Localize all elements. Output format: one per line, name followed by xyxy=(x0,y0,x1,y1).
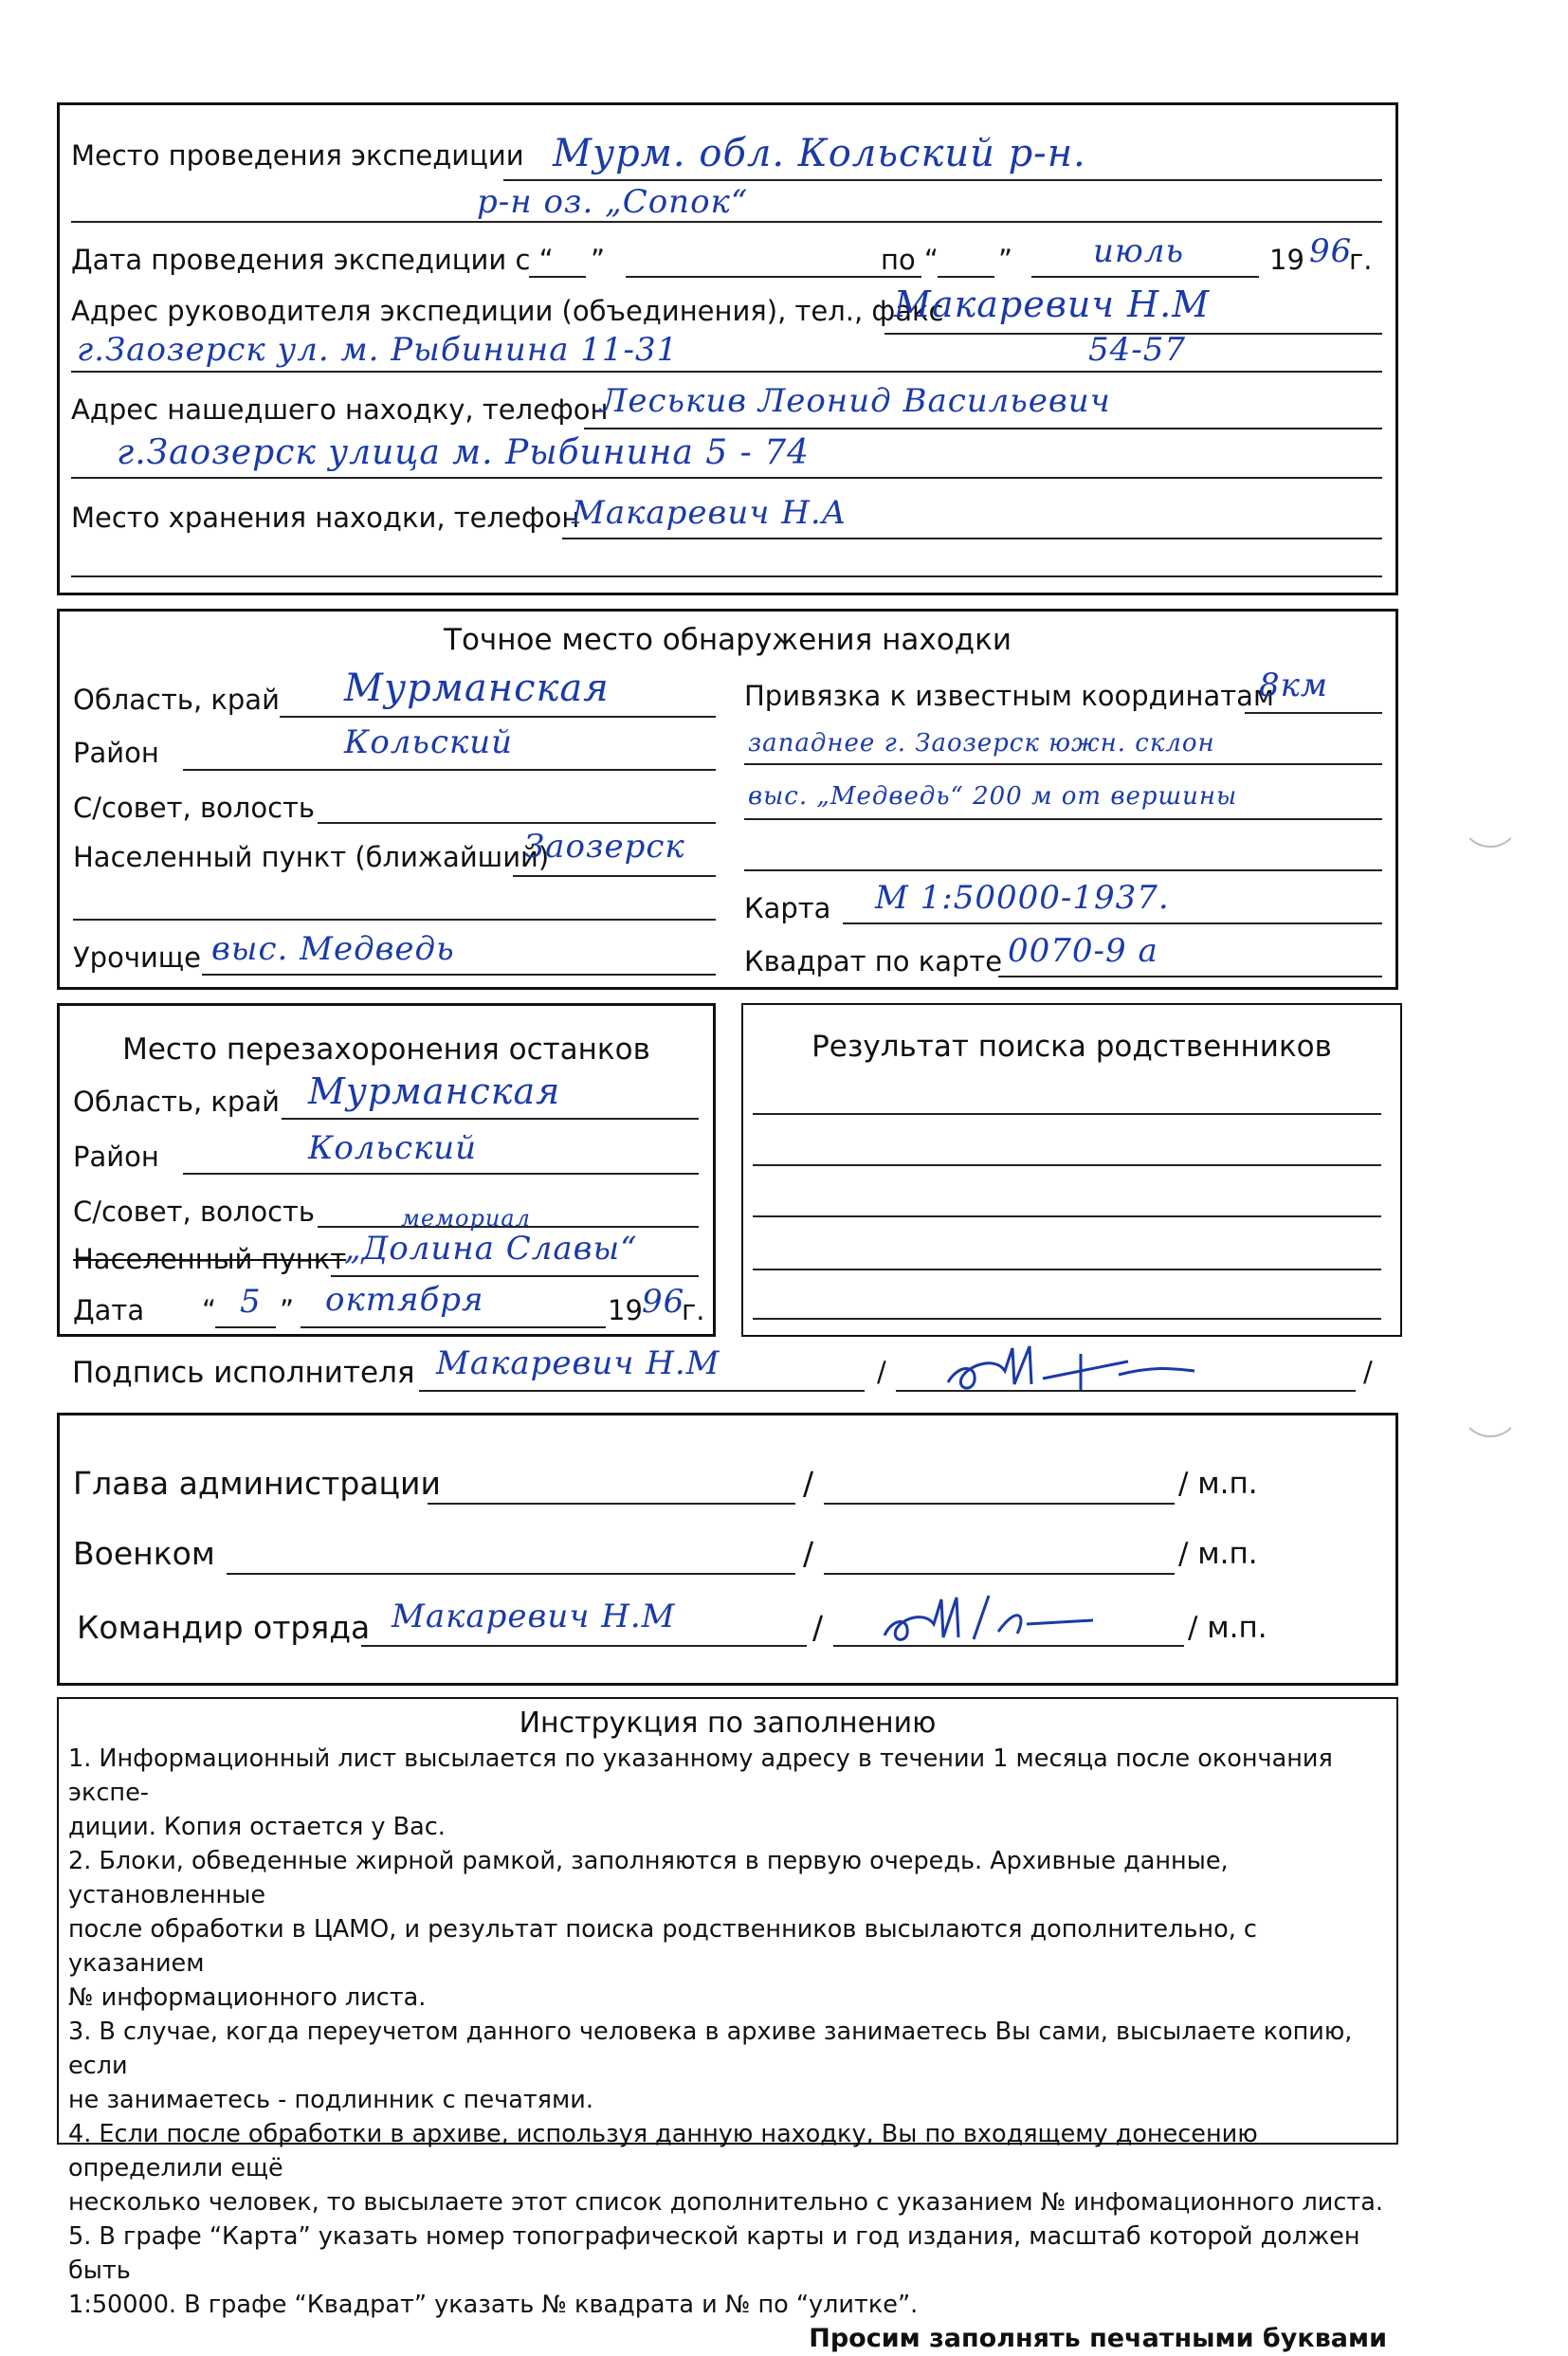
location-coords-value-2: западнее г. Заозерск южн. склон xyxy=(748,729,1215,758)
leader-address-value: г.Заозерск ул. м. Рыбинина 11-31 xyxy=(77,331,679,369)
location-coords-value-3: выс. „Медведь“ 200 м от вершины xyxy=(748,782,1238,811)
expedition-date-to-month[interactable] xyxy=(1031,276,1259,278)
expedition-date-from-month[interactable] xyxy=(626,276,921,278)
expedition-place-line-2[interactable] xyxy=(71,221,1382,223)
location-region-label: Область, край xyxy=(73,684,280,716)
reburial-region-line[interactable] xyxy=(282,1118,699,1120)
expedition-date-to-day[interactable] xyxy=(938,276,994,278)
reburial-council-label: С/совет, волость xyxy=(73,1196,316,1228)
signature-name-value: Макаревич Н.М xyxy=(436,1344,720,1382)
instructions-footer: Просим заполнять печатными буквами xyxy=(809,2324,1387,2353)
reburial-district-value: Кольский xyxy=(308,1129,478,1167)
commander-slash: / xyxy=(812,1609,824,1646)
relatives-block xyxy=(741,1003,1402,1337)
instructions-title: Инструкция по заполнению xyxy=(519,1707,937,1740)
head-admin-slash: / xyxy=(803,1465,814,1502)
storage-line[interactable] xyxy=(562,538,1382,539)
military-slash: / xyxy=(803,1535,814,1572)
expedition-place-value-2: р-н оз. „Сопок“ xyxy=(477,183,749,221)
commander-label: Командир отряда xyxy=(77,1609,371,1646)
storage-line-2[interactable] xyxy=(71,575,1382,577)
location-settlement-line-2[interactable] xyxy=(73,919,716,921)
instructions-block xyxy=(57,1697,1398,2353)
expedition-date-suffix: г. xyxy=(1349,244,1373,276)
expedition-date-year-value: 96 xyxy=(1309,232,1353,270)
head-admin-label: Глава администрации xyxy=(73,1465,441,1502)
instruction-line-4: после обработки в ЦАМО, и результат поиска родственников высылаются дополнительно, с указанием xyxy=(68,1915,1257,1978)
expedition-date-year-prefix: 19 xyxy=(1269,244,1304,276)
location-coords-value: 8км xyxy=(1259,667,1329,704)
military-stamp: / м.п. xyxy=(1178,1537,1258,1571)
expedition-place-line[interactable] xyxy=(503,179,1382,181)
storage-value: Макаревич Н.А xyxy=(572,494,848,532)
location-district-label: Район xyxy=(73,737,159,769)
military-name-line[interactable] xyxy=(227,1573,795,1575)
commander-name-line[interactable] xyxy=(361,1645,807,1647)
commander-name-value: Макаревич Н.М xyxy=(392,1598,676,1635)
reburial-region-label: Область, край xyxy=(73,1086,280,1118)
reburial-settlement-note: мемориал xyxy=(401,1205,531,1232)
finder-address-line[interactable] xyxy=(71,477,1382,479)
reburial-date-quote-open: “ xyxy=(202,1294,217,1326)
location-district-line[interactable] xyxy=(183,769,716,771)
expedition-date-from-day[interactable] xyxy=(529,276,586,278)
commander-stamp: / м.п. xyxy=(1188,1611,1267,1645)
reburial-district-line[interactable] xyxy=(183,1173,699,1175)
instruction-line-3: 2. Блоки, обведенные жирной рамкой, заполняются в первую очередь. Архивные данные, установленные xyxy=(68,1847,1229,1909)
relatives-line-5[interactable] xyxy=(753,1318,1381,1320)
finder-name-value: Леськив Леонид Васильевич xyxy=(600,382,1111,420)
reburial-settlement-line[interactable] xyxy=(331,1275,699,1277)
location-settlement-label: Населенный пункт (ближайший) xyxy=(73,841,550,873)
head-admin-sign-line[interactable] xyxy=(824,1503,1175,1505)
military-sign-line[interactable] xyxy=(824,1573,1175,1575)
commander-signature xyxy=(875,1586,1121,1653)
location-title: Точное место обнаружения находки xyxy=(444,623,1012,657)
punch-hole-mark xyxy=(1460,1377,1521,1437)
reburial-region-value: Мурманская xyxy=(308,1070,561,1112)
location-council-label: С/совет, волость xyxy=(73,792,316,824)
instruction-line-8: 4. Если после обработки в архиве, используя данную находку, Вы по входящему донесению определили ещё xyxy=(68,2120,1258,2182)
location-coords-line[interactable] xyxy=(1245,712,1382,714)
expedition-date-quote-2: ” xyxy=(998,244,1013,276)
instruction-line-7: не занимаетесь - подлинник с печатями. xyxy=(68,2086,593,2114)
expedition-date-month-value: июль xyxy=(1093,232,1184,270)
leader-label: Адрес руководителя экспедиции (объединения), тел., факс xyxy=(71,295,944,327)
signature-slash-1: / xyxy=(877,1356,886,1388)
signature-slash-2: / xyxy=(1363,1356,1373,1388)
punch-hole-mark xyxy=(1460,787,1521,848)
reburial-date-day[interactable] xyxy=(215,1326,276,1328)
signature-name-line[interactable] xyxy=(419,1390,865,1392)
relatives-title: Результат поиска родственников xyxy=(811,1030,1332,1064)
expedition-date-quote: ” xyxy=(591,244,606,276)
location-tract-label: Урочище xyxy=(73,941,201,974)
leader-phone-value: 54-57 xyxy=(1088,331,1187,369)
location-region-line[interactable] xyxy=(280,716,716,718)
location-coords-line-2[interactable] xyxy=(744,763,1382,765)
instruction-line-2: диции. Копия остается у Вас. xyxy=(68,1813,446,1841)
location-coords-line-4[interactable] xyxy=(744,869,1382,871)
reburial-date-month[interactable] xyxy=(301,1326,606,1328)
reburial-block xyxy=(57,1003,716,1337)
finder-address-value: г.Заозерск улица м. Рыбинина 5 - 74 xyxy=(117,433,811,472)
expedition-place-label: Место проведения экспедиции xyxy=(71,139,524,172)
reburial-date-year-value: 96 xyxy=(642,1283,685,1321)
relatives-line-4[interactable] xyxy=(753,1269,1381,1270)
finder-line[interactable] xyxy=(584,428,1382,429)
location-map-label: Карта xyxy=(744,892,831,924)
instruction-line-9: несколько человек, то высылаете этот список дополнительно с указанием № инфомационного листа. xyxy=(68,2188,1383,2217)
location-settlement-value: Заозерск xyxy=(524,828,685,866)
location-coords-line-3[interactable] xyxy=(744,818,1382,820)
reburial-date-year-prefix: 19 xyxy=(608,1294,643,1326)
expedition-date-to-label: по “ xyxy=(881,244,939,276)
signature-label: Подпись исполнителя xyxy=(72,1356,415,1390)
reburial-settlement-value: „Долина Славы“ xyxy=(344,1230,638,1268)
instruction-line-5: № информационного листа. xyxy=(68,1983,427,2012)
reburial-date-label: Дата xyxy=(73,1294,145,1326)
location-square-label: Квадрат по карте xyxy=(744,945,1003,977)
location-council-line[interactable] xyxy=(318,822,716,824)
location-tract-value: выс. Медведь xyxy=(211,930,455,968)
relatives-line-2[interactable] xyxy=(753,1164,1381,1166)
location-square-line[interactable] xyxy=(998,976,1382,977)
finder-label: Адрес нашедшего находку, телефон xyxy=(71,393,609,426)
relatives-line-3[interactable] xyxy=(753,1215,1381,1217)
executor-signature xyxy=(939,1337,1251,1403)
expedition-place-value: Мурм. обл. Кольский р-н. xyxy=(553,132,1086,175)
instruction-line-10: 5. В графе “Карта” указать номер топографической карты и год издания, масштаб которой должен быть xyxy=(68,2222,1360,2285)
reburial-settlement-label: Населенный пункт xyxy=(73,1243,347,1275)
expedition-block xyxy=(57,102,1398,595)
head-admin-stamp: / м.п. xyxy=(1178,1467,1258,1501)
location-district-value: Кольский xyxy=(344,723,514,761)
reburial-date-suffix: г. xyxy=(682,1294,705,1326)
location-tract-line[interactable] xyxy=(202,974,716,976)
expedition-date-label: Дата проведения экспедиции с “ xyxy=(71,244,554,276)
instruction-line-11: 1:50000. В графе “Квадрат” указать № квадрата и № по “улитке”. xyxy=(68,2291,919,2319)
reburial-date-day-value: 5 xyxy=(240,1283,262,1321)
location-square-value: 0070-9 а xyxy=(1008,932,1158,970)
location-map-value: М 1:50000-1937. xyxy=(875,879,1170,917)
storage-label: Место хранения находки, телефон xyxy=(71,502,580,534)
reburial-date-quote-close: ” xyxy=(280,1294,295,1326)
reburial-title: Место перезахоронения останков xyxy=(122,1032,650,1067)
location-map-line[interactable] xyxy=(843,922,1382,924)
instruction-line-6: 3. В случае, когда переучетом данного человека в архиве занимаетесь Вы сами, высылаете копию, если xyxy=(68,2018,1353,2080)
location-coords-label: Привязка к известным координатам xyxy=(744,680,1274,712)
military-label: Военком xyxy=(73,1535,215,1572)
instruction-line-1: 1. Информационный лист высылается по указанному адресу в течении 1 месяца после окончания экспе- xyxy=(68,1744,1333,1807)
location-settlement-line[interactable] xyxy=(513,875,716,877)
reburial-date-month-value: октября xyxy=(325,1281,484,1319)
location-block xyxy=(57,609,1398,990)
leader-address-line[interactable] xyxy=(71,371,1382,373)
location-region-value: Мурманская xyxy=(344,667,610,710)
approvals-block xyxy=(57,1413,1398,1686)
head-admin-name-line[interactable] xyxy=(428,1503,795,1505)
relatives-line-1[interactable] xyxy=(753,1113,1381,1115)
reburial-district-label: Район xyxy=(73,1141,159,1173)
leader-name-value: Макаревич Н.М xyxy=(894,283,1211,325)
